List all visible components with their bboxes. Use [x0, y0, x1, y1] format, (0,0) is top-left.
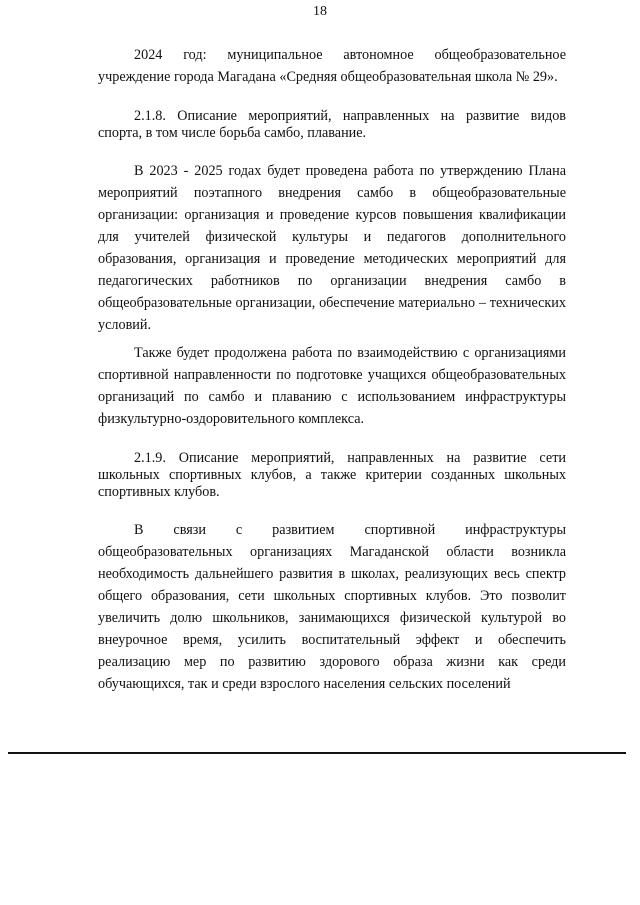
paragraph-sambo-plan: В 2023 - 2025 годах будет проведена работа по утверждению Плана мероприятий поэтапного внедрения самбо в общеобразовательные организации: организация и проведение курсов повышения квалификации для учителей физической культуры и педагогов дополнительного образования, организация и проведение методических мероприятий для педагогических работников по организации внедрения самбо в общеобразовательные организации, обеспечение материально – технических условий. — [98, 163, 566, 333]
section-heading-2-1-8: 2.1.8. Описание мероприятий, направленных на развитие видов спорта, в том числе борьба самбо, плавание. — [98, 108, 566, 141]
paragraph-sports-clubs: В связи с развитием спортивной инфраструктуры общеобразовательных организациях Магаданской области возникла необходимость дальнейшего развития в школах, реализующих весь спектр общего образования, сети школьных спортивных клубов. Это позволит увеличить долю школьников, занимающихся физической культурой во внеурочное время, усилить воспитательный эффект и обеспечить реализацию мер по развитию здорового образа жизни как среди обучающихся, так и среди взрослого населения сельских поселений — [98, 522, 566, 692]
paragraph-sports-organizations: Также будет продолжена работа по взаимодействию с организациями спортивной направленности по подготовке учащихся общеобразовательных организаций по самбо и плаванию с использованием инфраструктуры физкультурно-оздоровительного комплекса. — [98, 345, 566, 427]
section-heading-2-1-9: 2.1.9. Описание мероприятий, направленных на развитие сети школьных спортивных клубов, а также критерии созданных школьных спортивных клубов. — [98, 450, 566, 500]
document-body — [98, 44, 566, 695]
bottom-divider — [8, 752, 626, 754]
page-number: 18 — [313, 4, 327, 19]
paragraph-school-2024: 2024 год: муниципальное автономное общеобразовательное учреждение города Магадана «Средняя общеобразовательная школа № 29». — [98, 47, 566, 85]
